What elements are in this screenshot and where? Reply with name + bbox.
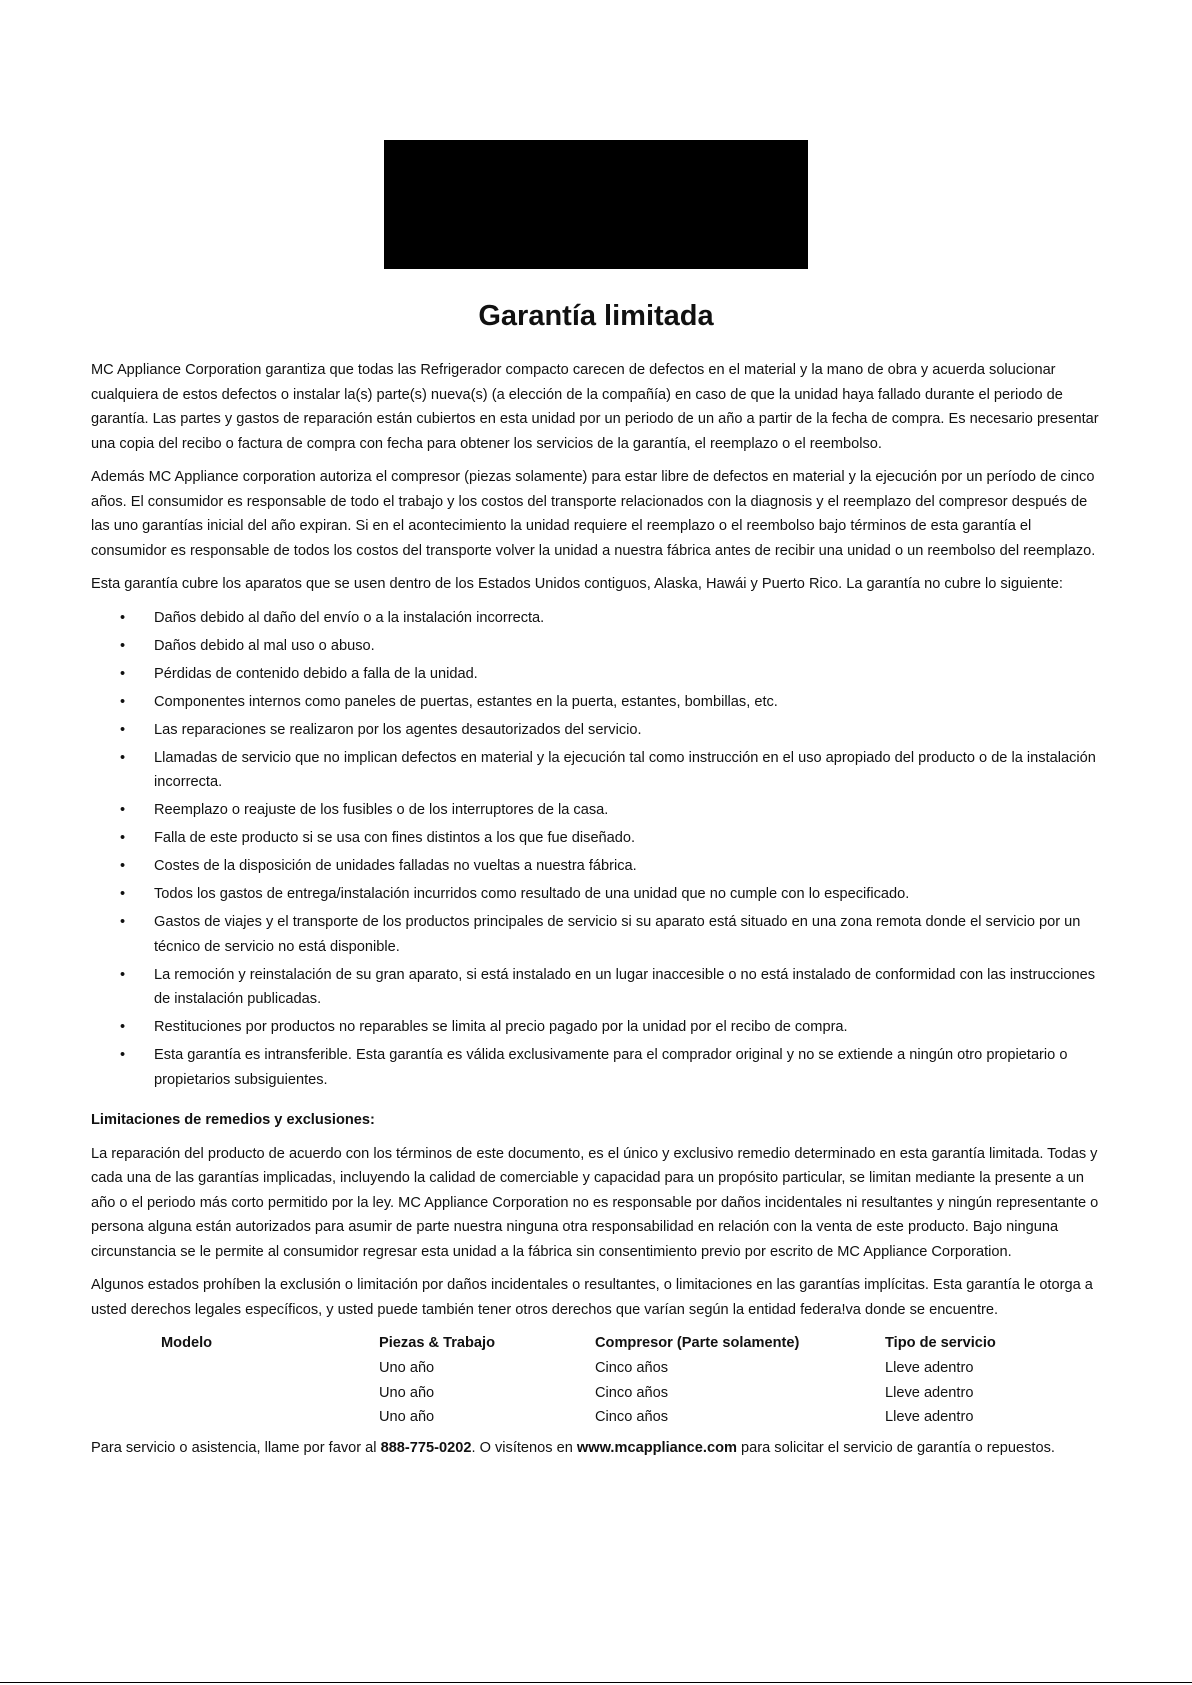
list-item	[91, 606, 1101, 631]
bullet: •	[120, 609, 126, 626]
list-item-text: Daños debido al mal uso o abuso.	[154, 637, 375, 654]
warranty-paragraph-1: MC Appliance Corporation garantiza que todas las Refrigerador compacto carecen de defectos en el material y la mano de obra y acuerda solucionar cualquiera de estos defectos o instalar la(s) parte(s) nueva(s) (a elección de la compañía) en caso de que la unidad haya fallado durante el periodo de garantía. Las partes y gastos de reparación están cubiertos en esta unidad por un periodo de un año a partir de la fecha de compra. Es necesario presentar una copia del recibo o factura de compra con fecha para obtener los servicios de la garantía, el reemplazo o el reembolso.	[91, 362, 1099, 452]
table-cell	[161, 1405, 379, 1430]
list-item-text: Falla de este producto si se usa con fines distintos a los que fue diseñado.	[154, 830, 636, 846]
column-header-model: Modelo	[161, 1335, 213, 1352]
list-item	[91, 826, 1101, 851]
table-cell: Lleve adentro	[885, 1409, 974, 1425]
table-cell: Lleve adentro	[885, 1360, 974, 1376]
table-cell: Lleve adentro	[885, 1384, 974, 1401]
table-cell	[161, 1356, 379, 1381]
list-item-text: La remoción y reinstalación de su gran aparato, si está instalado en un lugar inaccesible o no está instalado de conformidad con las instrucciones de instalación publicadas.	[154, 966, 1096, 1007]
bullet: •	[120, 914, 126, 930]
table-cell: Uno año	[379, 1360, 435, 1376]
website-link[interactable]: www.mcappliance.com	[576, 1439, 737, 1456]
table-header-row	[161, 1331, 1085, 1356]
warranty-content	[91, 358, 1101, 1460]
bullet: •	[120, 665, 126, 682]
warranty-paragraph-2: Además MC Appliance corporation autoriza el compresor (piezas solamente) para estar libre de defectos en material y la ejecución por un período de cinco años. El consumidor es responsable de todo el trabajo y los costos del transporte relacionados con la diagnosis y el reemplazo del compresor después de las uno garantías inicial del año expiran. Si en el acontecimiento la unidad requiere el reemplazo o el reembolso bajo términos de esta garantía el consumidor es responsable de todos los costos del transporte volver la unidad a nuestra fábrica antes de recibir una unidad o un reembolso del reemplazo.	[91, 469, 1096, 559]
list-item-text: Todos los gastos de entrega/instalación incurridos como resultado de una unidad que no cumple con lo especificado.	[154, 886, 910, 902]
bullet: •	[120, 721, 126, 738]
page-title: Garantía limitada	[478, 300, 714, 332]
list-item-text: Llamadas de servicio que no implican defectos en material y la ejecución tal como instrucción en el uso apropiado del producto o de la instalación incorrecta.	[154, 749, 1096, 790]
list-item-text: Gastos de viajes y el transporte de los productos principales de servicio si su aparato está situado en una zona remota donde el servicio por un técnico de servicio no está disponible.	[154, 914, 1081, 955]
table-cell: Uno año	[379, 1409, 435, 1425]
list-item-text: Pérdidas de contenido debido a falla de la unidad.	[154, 665, 478, 682]
column-header-compressor: Compresor (Parte solamente)	[595, 1335, 800, 1352]
list-item	[91, 854, 1101, 879]
warranty-paragraph-3: Esta garantía cubre los aparatos que se usen dentro de los Estados Unidos contiguos, Alaska, Hawái y Puerto Rico. La garantía no cubre lo siguiente:	[91, 576, 1063, 592]
limitations-paragraph-2: Algunos estados prohíben la exclusión o limitación por daños incidentales o resultantes, o limitaciones en las garantías implícitas. Esta garantía le otorga a usted derechos legales específicos, y usted puede también tener otros derechos que varían según la entidad federa!va donde se encuentre.	[91, 1277, 1093, 1318]
coverage-table	[161, 1331, 1085, 1430]
table-cell: Cinco años	[595, 1384, 669, 1401]
list-item	[91, 690, 1101, 715]
table-cell: Uno año	[379, 1384, 435, 1401]
exclusions-list	[91, 606, 1101, 1093]
phone-number: 888-775-0202	[380, 1439, 472, 1456]
list-item	[91, 882, 1101, 907]
table-row	[161, 1405, 1085, 1430]
bullet: •	[120, 858, 126, 874]
bullet: •	[120, 693, 126, 710]
bullet: •	[120, 749, 126, 766]
list-item	[91, 1043, 1101, 1092]
bullet: •	[120, 637, 126, 654]
service-contact-line	[91, 1436, 1101, 1461]
bullet: •	[120, 830, 126, 846]
list-item-text: Componentes internos como paneles de puertas, estantes en la puerta, estantes, bombillas, etc.	[154, 693, 778, 710]
list-item	[91, 746, 1101, 795]
list-item	[91, 662, 1101, 687]
list-item-text: Reemplazo o reajuste de los fusibles o de los interruptores de la casa.	[154, 802, 609, 818]
list-item-text: Restituciones por productos no reparables se limita al precio pagado por la unidad por el recibo de compra.	[154, 1019, 848, 1035]
bullet: •	[120, 802, 126, 818]
limitations-paragraph-1: La reparación del producto de acuerdo con los términos de este documento, es el único y exclusivo remedio determinado en esta garantía limitada. Todas y cada una de las garantías implicadas, incluyendo la calidad de comerciable y capacidad para un propósito particular, se limitan mediante la presente a un año o el periodo más corto permitido por la ley. MC Appliance Corporation no es responsable por daños incidentales ni resultantes y ningún representante o persona alguna están autorizados para asumir de parte nuestra ninguna otra responsabilidad en relación con la venta de este producto. Bajo ninguna circunstancia se le permite al consumidor regresar esta unidad a la fábrica sin consentimiento previo por escrito de MC Appliance Corporation.	[91, 1145, 1099, 1260]
bottom-divider	[0, 1682, 1192, 1683]
list-item	[91, 963, 1101, 1012]
bullet: •	[120, 1047, 126, 1063]
list-item-text: Daños debido al daño del envío o a la instalación incorrecta.	[154, 609, 545, 626]
footer-text-middle: . O visítenos en	[471, 1439, 577, 1456]
logo-block	[384, 140, 808, 269]
bullet: •	[120, 1019, 126, 1035]
list-item	[91, 1015, 1101, 1040]
list-item	[91, 910, 1101, 959]
footer-text-suffix: para solicitar el servicio de garantía o repuestos.	[736, 1439, 1055, 1456]
table-cell	[161, 1381, 379, 1406]
list-item-text: Esta garantía es intransferible. Esta garantía es válida exclusivamente para el comprador original y no se extiende a ningún otro propietario o propietarios subsiguientes.	[154, 1047, 1068, 1088]
list-item	[91, 634, 1101, 659]
list-item-text: Costes de la disposición de unidades falladas no vueltas a nuestra fábrica.	[154, 858, 637, 874]
bullet: •	[120, 966, 126, 983]
table-cell: Cinco años	[595, 1360, 669, 1376]
footer-text-prefix: Para servicio o asistencia, llame por favor al	[91, 1439, 381, 1456]
bullet: •	[120, 886, 126, 902]
table-row	[161, 1381, 1085, 1406]
list-item	[91, 798, 1101, 823]
limitations-heading: Limitaciones de remedios y exclusiones:	[91, 1112, 375, 1128]
column-header-service-type: Tipo de servicio	[885, 1335, 996, 1352]
table-cell: Cinco años	[595, 1409, 669, 1425]
column-header-parts-labor: Piezas & Trabajo	[379, 1335, 495, 1352]
list-item	[91, 718, 1101, 743]
table-row	[161, 1356, 1085, 1381]
list-item-text: Las reparaciones se realizaron por los agentes desautorizados del servicio.	[154, 721, 642, 738]
